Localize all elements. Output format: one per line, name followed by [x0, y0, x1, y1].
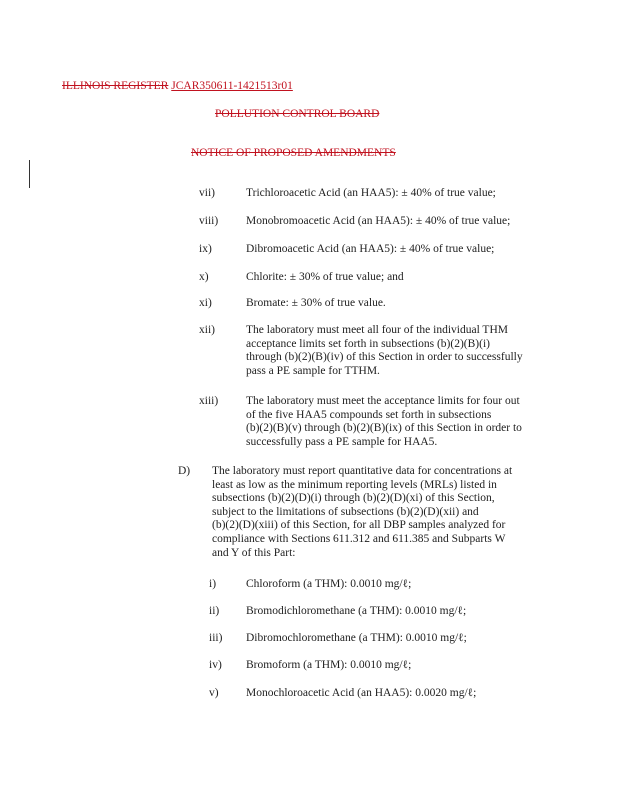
item-number: xi) — [199, 297, 212, 309]
item-number: D) — [178, 465, 191, 477]
item-text: Bromate: ± 30% of true value. — [246, 297, 386, 309]
item-text-line: (b)(2)(B)(v) through (b)(2)(B)(ix) of this Section in order to — [246, 422, 522, 435]
item-text-line: compliance with Sections 611.312 and 611.385 and Subparts W — [212, 533, 506, 545]
board-title: POLLUTION CONTROL BOARD — [215, 108, 380, 120]
item-text: Monobromoacetic Acid (an HAA5): ± 40% of true value; — [246, 215, 511, 227]
item-number: v) — [209, 687, 219, 699]
item-text: Dibromochloromethane (a THM): 0.0010 mg/ℓ; — [246, 632, 467, 644]
item-number: viii) — [199, 215, 219, 227]
item-number: xii) — [199, 324, 215, 336]
item-text-line: The laboratory must meet the acceptance limits for four out — [246, 395, 520, 407]
notice-title: NOTICE OF PROPOSED AMENDMENTS — [191, 147, 396, 159]
item-text-line: The laboratory must report quantitative data for concentrations at — [212, 465, 513, 477]
item-number: ix) — [199, 243, 212, 255]
item-number: vii) — [199, 187, 215, 199]
item-text: Chlorite: ± 30% of true value; and — [246, 271, 404, 283]
item-text: Monochloroacetic Acid (an HAA5): 0.0020 mg/ℓ; — [246, 687, 477, 699]
item-text-line: subject to the limitations of subsections (b)(2)(D)(xii) and — [212, 505, 479, 518]
item-number: xiii) — [199, 395, 219, 407]
item-text: Chloroform (a THM): 0.0010 mg/ℓ; — [246, 578, 412, 590]
item-text: Dibromoacetic Acid (an HAA5): ± 40% of true value; — [246, 243, 495, 255]
item-text-line: and Y of this Part: — [212, 546, 296, 559]
item-text-line: successfully pass a PE sample for HAA5. — [246, 435, 438, 448]
item-text: Bromodichloromethane (a THM): 0.0010 mg/ℓ; — [246, 605, 467, 617]
item-text-line: (b)(2)(D)(xiii) of this Section, for all DBP samples analyzed for — [212, 519, 506, 532]
item-text-line: subsections (b)(2)(D)(i) through (b)(2)(D)(xi) of this Section, — [212, 492, 495, 505]
item-number: x) — [199, 271, 209, 283]
item-text: Trichloroacetic Acid (an HAA5): ± 40% of true value; — [246, 187, 496, 199]
item-number: iii) — [209, 632, 223, 644]
register-id: JCAR350611-1421513r01 — [171, 80, 293, 92]
margin-change-bar — [29, 160, 30, 188]
register-title-struck: ILLINOIS REGISTER — [62, 80, 169, 92]
item-text-line: through (b)(2)(B)(iv) of this Section in order to successfully — [246, 351, 523, 364]
item-number: iv) — [209, 659, 222, 671]
item-text: Bromoform (a THM): 0.0010 mg/ℓ; — [246, 659, 412, 671]
item-text-line: acceptance limits set forth in subsections (b)(2)(B)(i) — [246, 337, 490, 350]
item-text-line: The laboratory must meet all four of the individual THM — [246, 324, 508, 336]
item-number: i) — [209, 578, 217, 590]
item-text-line: pass a PE sample for TTHM. — [246, 364, 380, 377]
register-header — [62, 80, 293, 92]
item-number: ii) — [209, 605, 220, 617]
item-text-line: least as low as the minimum reporting levels (MRLs) listed in — [212, 478, 497, 491]
item-text-line: of the five HAA5 compounds set forth in subsections — [246, 408, 492, 421]
